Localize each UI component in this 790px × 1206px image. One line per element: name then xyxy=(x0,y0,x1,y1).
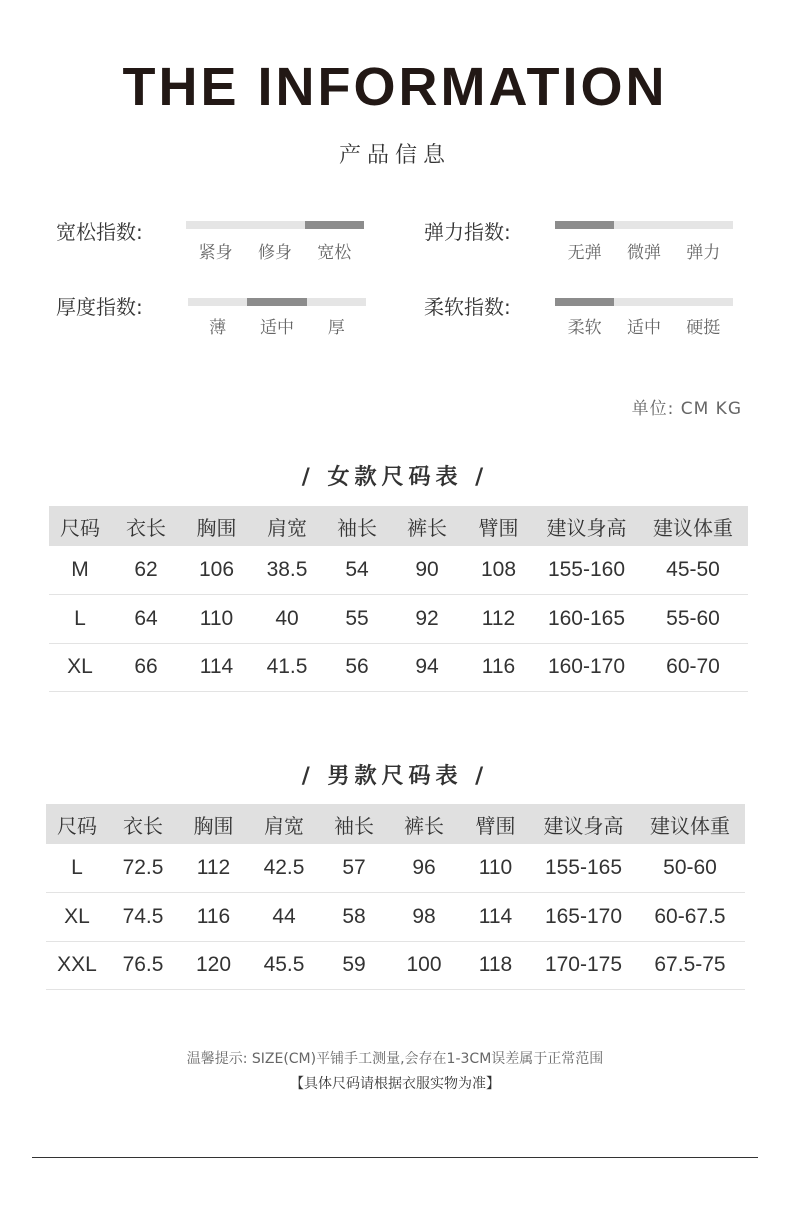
fit-index-segment-1 xyxy=(186,221,245,229)
table-cell: 100 xyxy=(389,941,459,990)
stretch-index-segment-3 xyxy=(674,221,733,229)
women-table-title: / 女款尺码表 / xyxy=(301,465,489,490)
table-cell: 94 xyxy=(392,643,462,692)
stretch-index-options xyxy=(555,238,733,263)
women-header-height: 建议身高 xyxy=(535,506,638,546)
thickness-index-segment-1 xyxy=(188,298,247,306)
men-header-chest: 胸围 xyxy=(178,804,249,844)
women-header-length: 衣长 xyxy=(111,506,181,546)
table-row xyxy=(46,893,745,942)
women-header-shoulder: 肩宽 xyxy=(252,506,322,546)
table-cell: XXL xyxy=(46,941,108,990)
table-cell: 72.5 xyxy=(108,844,178,893)
stretch-index-label: 弹力指数: xyxy=(424,220,511,244)
men-header-size: 尺码 xyxy=(46,804,108,844)
thickness-index-segment-2 xyxy=(247,298,306,306)
table-cell: 90 xyxy=(392,546,462,595)
stretch-option-slight: 微弹 xyxy=(626,243,661,263)
fit-option-tight: 紧身 xyxy=(198,243,233,263)
softness-index xyxy=(424,291,744,341)
table-row xyxy=(49,546,748,595)
table-cell: 59 xyxy=(319,941,389,990)
page-subtitle: 产品信息 xyxy=(338,143,451,168)
softness-index-segment-3 xyxy=(674,298,733,306)
table-cell: 170-175 xyxy=(532,941,635,990)
table-row xyxy=(46,844,745,893)
table-cell: 110 xyxy=(459,844,532,893)
table-cell: 66 xyxy=(111,643,181,692)
softness-index-options xyxy=(555,313,733,338)
women-header-sleeve: 袖长 xyxy=(322,506,392,546)
unit-label: 单位: CM KG xyxy=(631,399,742,419)
table-cell: 42.5 xyxy=(249,844,319,893)
table-cell: 44 xyxy=(249,893,319,942)
table-cell: 116 xyxy=(178,893,249,942)
thickness-option-thin: 薄 xyxy=(209,318,227,338)
men-header-weight: 建议体重 xyxy=(635,804,745,844)
softness-index-segment-1 xyxy=(555,298,614,306)
table-cell: 55-60 xyxy=(638,595,748,644)
table-cell: 120 xyxy=(178,941,249,990)
table-cell: 165-170 xyxy=(532,893,635,942)
thickness-index-label: 厚度指数: xyxy=(56,295,143,319)
table-cell: 41.5 xyxy=(252,643,322,692)
table-cell: 160-165 xyxy=(535,595,638,644)
men-header-arm: 臂围 xyxy=(459,804,532,844)
table-cell: 76.5 xyxy=(108,941,178,990)
fit-index-bar xyxy=(186,221,364,229)
women-header-row xyxy=(49,506,748,546)
men-header-length: 衣长 xyxy=(108,804,178,844)
women-header-pants: 裤长 xyxy=(392,506,462,546)
fit-option-slim: 修身 xyxy=(257,243,292,263)
thickness-index-segment-3 xyxy=(307,298,366,306)
men-size-table xyxy=(46,804,745,990)
softness-index-segment-2 xyxy=(614,298,673,306)
table-cell: M xyxy=(49,546,111,595)
table-row xyxy=(49,595,748,644)
thickness-index xyxy=(56,291,376,341)
table-cell: 58 xyxy=(319,893,389,942)
table-cell: 60-67.5 xyxy=(635,893,745,942)
table-cell: 67.5-75 xyxy=(635,941,745,990)
table-cell: 160-170 xyxy=(535,643,638,692)
table-cell: 57 xyxy=(319,844,389,893)
softness-index-bar xyxy=(555,298,733,306)
table-cell: 45-50 xyxy=(638,546,748,595)
table-cell: 38.5 xyxy=(252,546,322,595)
fit-index-label: 宽松指数: xyxy=(56,220,143,244)
women-header-arm: 臂围 xyxy=(462,506,535,546)
fit-index-segment-3 xyxy=(305,221,364,229)
table-row xyxy=(46,941,745,990)
table-cell: 108 xyxy=(462,546,535,595)
table-cell: 54 xyxy=(322,546,392,595)
table-cell: 40 xyxy=(252,595,322,644)
table-cell: 112 xyxy=(462,595,535,644)
table-cell: 106 xyxy=(181,546,252,595)
table-cell: L xyxy=(49,595,111,644)
table-cell: 110 xyxy=(181,595,252,644)
stretch-index xyxy=(424,216,744,266)
fit-option-loose: 宽松 xyxy=(317,243,352,263)
bottom-divider xyxy=(32,1157,758,1158)
thickness-index-bar xyxy=(188,298,366,306)
table-row xyxy=(49,643,748,692)
table-cell: 118 xyxy=(459,941,532,990)
women-header-size: 尺码 xyxy=(49,506,111,546)
men-header-pants: 裤长 xyxy=(389,804,459,844)
table-cell: 45.5 xyxy=(249,941,319,990)
table-cell: 98 xyxy=(389,893,459,942)
softness-option-stiff: 硬挺 xyxy=(686,318,721,338)
table-cell: 50-60 xyxy=(635,844,745,893)
table-cell: 114 xyxy=(459,893,532,942)
table-cell: 114 xyxy=(181,643,252,692)
table-cell: XL xyxy=(46,893,108,942)
men-header-sleeve: 袖长 xyxy=(319,804,389,844)
table-cell: L xyxy=(46,844,108,893)
stretch-index-segment-1 xyxy=(555,221,614,229)
table-cell: XL xyxy=(49,643,111,692)
table-cell: 62 xyxy=(111,546,181,595)
fit-index-segment-2 xyxy=(245,221,304,229)
stretch-index-segment-2 xyxy=(614,221,673,229)
stretch-option-none: 无弹 xyxy=(567,243,602,263)
stretch-index-bar xyxy=(555,221,733,229)
fit-index-options xyxy=(186,238,364,263)
page-title: THE INFORMATION xyxy=(122,57,668,117)
fit-index xyxy=(56,216,376,266)
table-cell: 55 xyxy=(322,595,392,644)
stretch-option-stretch: 弹力 xyxy=(686,243,721,263)
table-cell: 64 xyxy=(111,595,181,644)
table-cell: 60-70 xyxy=(638,643,748,692)
softness-option-medium: 适中 xyxy=(626,318,661,338)
women-size-table xyxy=(49,506,748,692)
men-header-row xyxy=(46,804,745,844)
men-header-height: 建议身高 xyxy=(532,804,635,844)
table-cell: 155-165 xyxy=(532,844,635,893)
table-cell: 74.5 xyxy=(108,893,178,942)
softness-option-soft: 柔软 xyxy=(567,318,602,338)
table-cell: 92 xyxy=(392,595,462,644)
women-header-chest: 胸围 xyxy=(181,506,252,546)
thickness-option-medium: 适中 xyxy=(259,318,294,338)
thickness-option-thick: 厚 xyxy=(327,318,345,338)
table-cell: 116 xyxy=(462,643,535,692)
men-header-shoulder: 肩宽 xyxy=(249,804,319,844)
table-cell: 96 xyxy=(389,844,459,893)
women-header-weight: 建议体重 xyxy=(638,506,748,546)
measurement-tip: 温馨提示: SIZE(CM)平铺手工测量,会存在1-3CM误差属于正常范围 xyxy=(186,1051,604,1067)
table-cell: 155-160 xyxy=(535,546,638,595)
men-table-title: / 男款尺码表 / xyxy=(301,764,489,789)
thickness-index-options xyxy=(188,313,366,338)
measurement-note: 【具体尺码请根据衣服实物为准】 xyxy=(290,1076,500,1092)
table-cell: 112 xyxy=(178,844,249,893)
table-cell: 56 xyxy=(322,643,392,692)
softness-index-label: 柔软指数: xyxy=(424,295,511,319)
